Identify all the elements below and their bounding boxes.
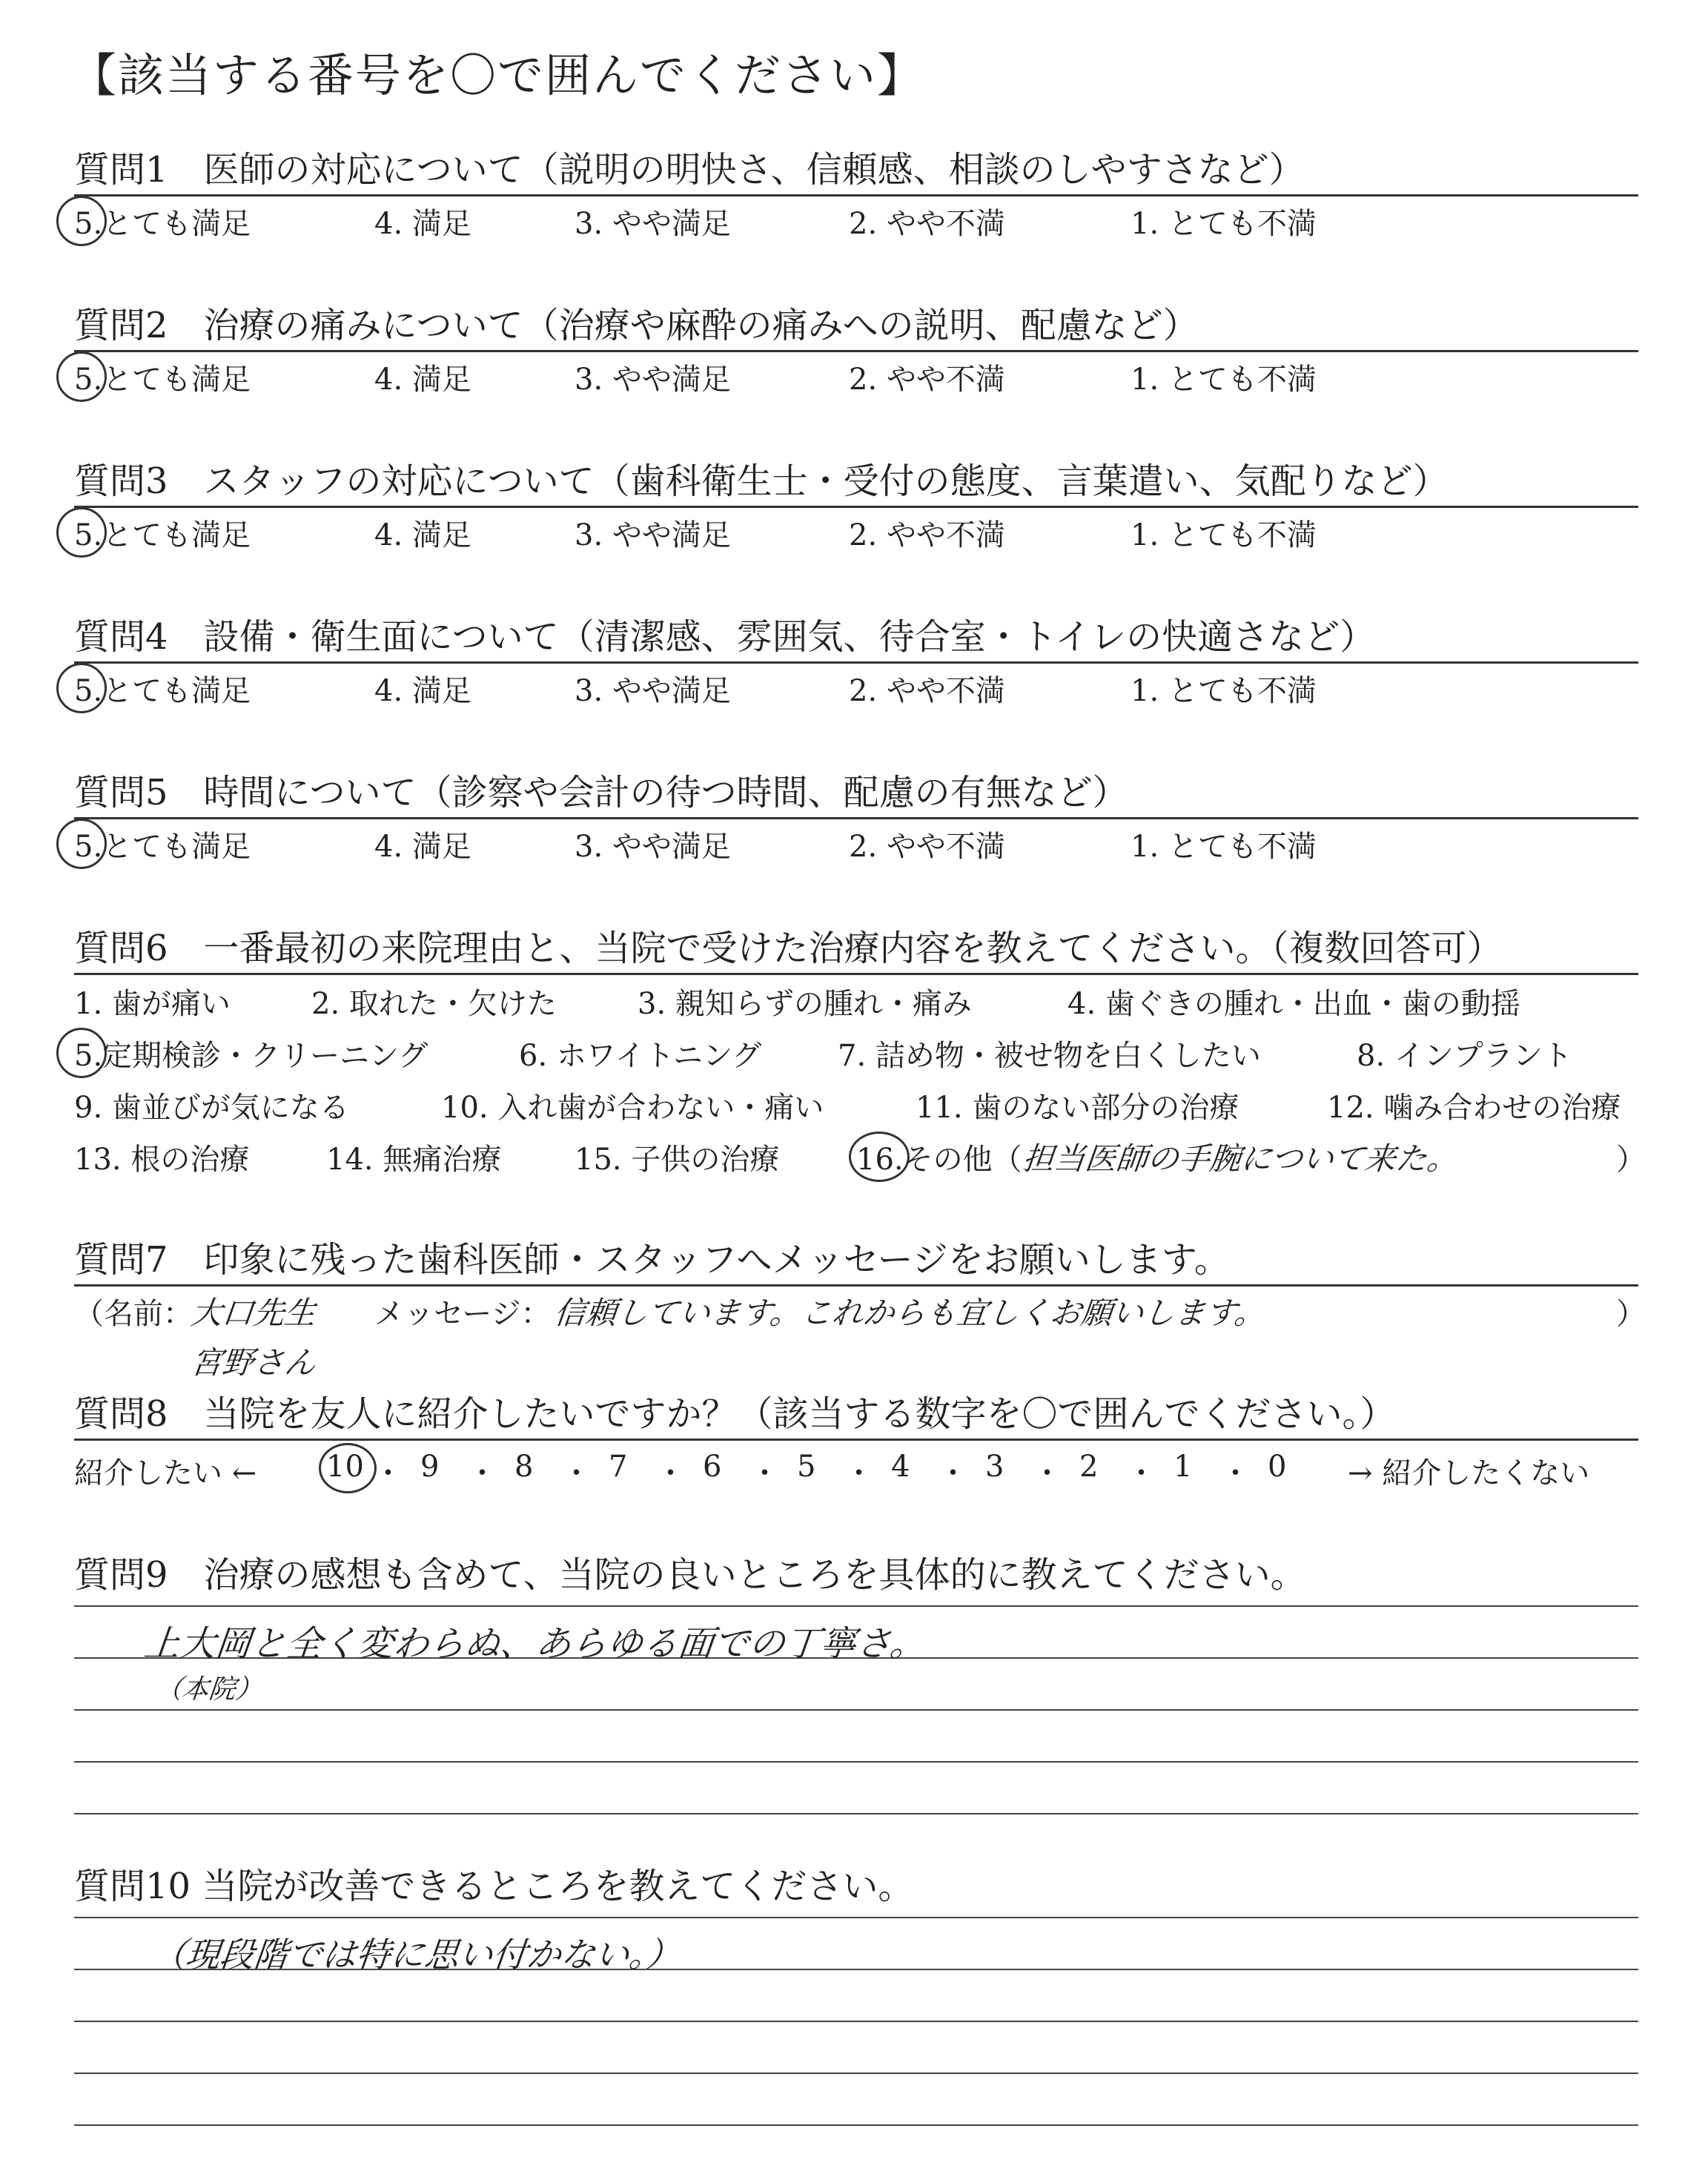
q3-selection-circle	[56, 507, 107, 558]
q8-scale-5[interactable]: 5	[797, 1450, 816, 1484]
q8-scale-dot: ・	[844, 1456, 874, 1490]
q4-option-1[interactable]: 1. とても不満	[1131, 674, 1317, 708]
q6-option-2[interactable]: 2. 取れた・欠けた	[311, 987, 557, 1021]
q6-option-1[interactable]: 1. 歯が痛い	[74, 987, 231, 1021]
q9-line-5	[74, 1813, 1638, 1814]
q2-selection-circle	[56, 351, 107, 402]
q7-name-1: 大口先生	[189, 1295, 318, 1331]
q2-option-2[interactable]: 2. やや不満	[849, 363, 1005, 397]
q1-option-1[interactable]: 1. とても不満	[1131, 207, 1317, 241]
q7-name-label: （名前：	[74, 1297, 193, 1331]
q8-selection-circle	[319, 1443, 377, 1493]
q2-option-1[interactable]: 1. とても不満	[1131, 363, 1317, 397]
q2-option-3[interactable]: 3. やや満足	[575, 363, 731, 397]
q4-selection-circle	[56, 663, 107, 713]
q8-scale-6[interactable]: 6	[703, 1450, 722, 1484]
q8-scale-dot: ・	[1032, 1456, 1062, 1490]
q9-label: 質問9 治療の感想も含めて、当院の良いところを具体的に教えてください。	[74, 1554, 1306, 1596]
q6-label: 質問6 一番最初の来院理由と、当院で受けた治療内容を教えてください。（複数回答可）	[74, 928, 1503, 969]
q9-line-4	[74, 1761, 1638, 1763]
q2-option-5[interactable]: 5.とても満足	[74, 363, 251, 397]
q8-scale-0[interactable]: 0	[1268, 1450, 1287, 1484]
q6-other-close: ）	[1616, 1143, 1646, 1177]
q9-line-1	[74, 1605, 1638, 1607]
q8-scale-3[interactable]: 3	[985, 1450, 1004, 1484]
q6-option-12[interactable]: 12. 噛み合わせの治療	[1327, 1091, 1621, 1125]
q5-option-1[interactable]: 1. とても不満	[1131, 830, 1317, 864]
q10-line-3	[74, 2021, 1638, 2022]
q8-scale-8[interactable]: 8	[514, 1450, 534, 1484]
q6-option-9[interactable]: 9. 歯並びが気になる	[74, 1091, 349, 1125]
q4-option-3[interactable]: 3. やや満足	[575, 674, 731, 708]
q3-option-5[interactable]: 5.とても満足	[74, 518, 251, 552]
q2-option-4[interactable]: 4. 満足	[374, 363, 471, 397]
q4-option-4[interactable]: 4. 満足	[374, 674, 471, 708]
q6-rule	[74, 973, 1638, 975]
q1-option-4[interactable]: 4. 満足	[374, 207, 471, 241]
q4-label: 質問4 設備・衛生面について（清潔感、雰囲気、待合室・トイレの快適さなど）	[74, 616, 1376, 658]
q8-scale-dot: ・	[1126, 1456, 1156, 1490]
q4-option-5[interactable]: 5.とても満足	[74, 674, 251, 708]
q5-option-5[interactable]: 5.とても満足	[74, 830, 251, 864]
q3-label: 質問3 スタッフの対応について（歯科衛生士・受付の態度、言葉遣い、気配りなど）	[74, 460, 1449, 502]
q8-scale-4[interactable]: 4	[891, 1450, 910, 1484]
q1-option-5[interactable]: 5.とても満足	[74, 207, 251, 241]
q4-option-2[interactable]: 2. やや不満	[849, 674, 1005, 708]
q5-label: 質問5 時間について（診察や会計の待つ時間、配慮の有無など）	[74, 772, 1128, 813]
q5-option-4[interactable]: 4. 満足	[374, 830, 471, 864]
q8-scale-2[interactable]: 2	[1079, 1450, 1099, 1484]
q6-option-13[interactable]: 13. 根の治療	[74, 1143, 250, 1177]
q6-option-15[interactable]: 15. 子供の治療	[575, 1143, 780, 1177]
q8-scale-dot: ・	[373, 1456, 403, 1490]
q5-selection-circle	[56, 819, 107, 869]
q3-option-3[interactable]: 3. やや満足	[575, 518, 731, 552]
q5-option-2[interactable]: 2. やや不満	[849, 830, 1005, 864]
q6-other-text: 担当医師の手腕について来た。	[1021, 1140, 1460, 1177]
q9-answer-2: （本院）	[153, 1674, 264, 1705]
q6-option-5[interactable]: 5.定期検診・クリーニング	[74, 1039, 428, 1073]
q3-rule	[74, 506, 1638, 508]
q1-label: 質問1 医師の対応について（説明の明快さ、信頼感、相談のしやすさなど）	[74, 149, 1305, 191]
q10-line-1	[74, 1917, 1638, 1918]
q8-left-label: 紹介したい ←	[74, 1456, 257, 1490]
q8-scale-dot: ・	[561, 1456, 592, 1490]
q7-message: 信頼しています。これからも宜しくお願いします。	[552, 1295, 1268, 1331]
q6-option-3[interactable]: 3. 親知らずの腫れ・痛み	[638, 987, 972, 1021]
q9-line-3	[74, 1709, 1638, 1711]
q8-rule	[74, 1439, 1638, 1441]
q8-scale-7[interactable]: 7	[609, 1450, 628, 1484]
q8-scale-1[interactable]: 1	[1174, 1450, 1193, 1484]
q3-option-4[interactable]: 4. 満足	[374, 518, 471, 552]
q9-answer-1: 上大岡と全く変わらぬ、あらゆる面での丁寧さ。	[142, 1623, 928, 1665]
q4-rule	[74, 661, 1638, 664]
q7-name-2: 宮野さん	[189, 1344, 318, 1381]
q8-scale-dot: ・	[467, 1456, 497, 1490]
q7-close: ）	[1616, 1297, 1646, 1331]
q8-scale-9[interactable]: 9	[420, 1450, 440, 1484]
q10-line-4	[74, 2073, 1638, 2074]
q3-option-1[interactable]: 1. とても不満	[1131, 518, 1317, 552]
q6-option-16[interactable]: 16.その他（	[856, 1143, 1022, 1177]
q2-label: 質問2 治療の痛みについて（治療や麻酔の痛みへの説明、配慮など）	[74, 305, 1199, 346]
q8-scale-dot: ・	[749, 1456, 780, 1490]
q1-option-3[interactable]: 3. やや満足	[575, 207, 731, 241]
q1-selection-circle	[56, 196, 107, 246]
q3-option-2[interactable]: 2. やや不満	[849, 518, 1005, 552]
q5-rule	[74, 817, 1638, 819]
q6-option-10[interactable]: 10. 入れ歯が合わない・痛い	[441, 1091, 824, 1125]
q8-label: 質問8 当院を友人に紹介したいですか？（該当する数字を〇で囲んでください。）	[74, 1393, 1396, 1435]
q10-answer: （現段階では特に思い付かない。）	[149, 1935, 683, 1975]
q8-scale-10[interactable]: 10	[326, 1450, 364, 1484]
q7-rule	[74, 1284, 1638, 1287]
q6-option-11[interactable]: 11. 歯のない部分の治療	[916, 1091, 1239, 1125]
q10-label: 質問10 当院が改善できるところを教えてください。	[74, 1866, 914, 1907]
q8-scale-dot: ・	[655, 1456, 686, 1490]
page-title: 【該当する番号を〇で囲んでください】	[70, 48, 925, 102]
q6-option-7[interactable]: 7. 詰め物・被せ物を白くしたい	[838, 1039, 1261, 1073]
q1-rule	[74, 194, 1638, 196]
q8-scale-dot: ・	[938, 1456, 968, 1490]
q6-option-4[interactable]: 4. 歯ぐきの腫れ・出血・歯の動揺	[1068, 987, 1520, 1021]
q8-right-label: → 紹介したくない	[1348, 1456, 1590, 1490]
q5-option-3[interactable]: 3. やや満足	[575, 830, 731, 864]
q10-line-5	[74, 2124, 1638, 2126]
q7-label: 質問7 印象に残った歯科医師・スタッフへメッセージをお願いします。	[74, 1239, 1230, 1281]
q6-option-14[interactable]: 14. 無痛治療	[326, 1143, 502, 1177]
q6-option-6[interactable]: 6. ホワイトニング	[519, 1039, 762, 1073]
q6-option-8[interactable]: 8. インプラント	[1357, 1039, 1572, 1073]
q7-message-label: メッセージ：	[374, 1297, 551, 1331]
q8-scale-dot: ・	[1220, 1456, 1251, 1490]
q2-rule	[74, 350, 1638, 352]
q1-option-2[interactable]: 2. やや不満	[849, 207, 1005, 241]
